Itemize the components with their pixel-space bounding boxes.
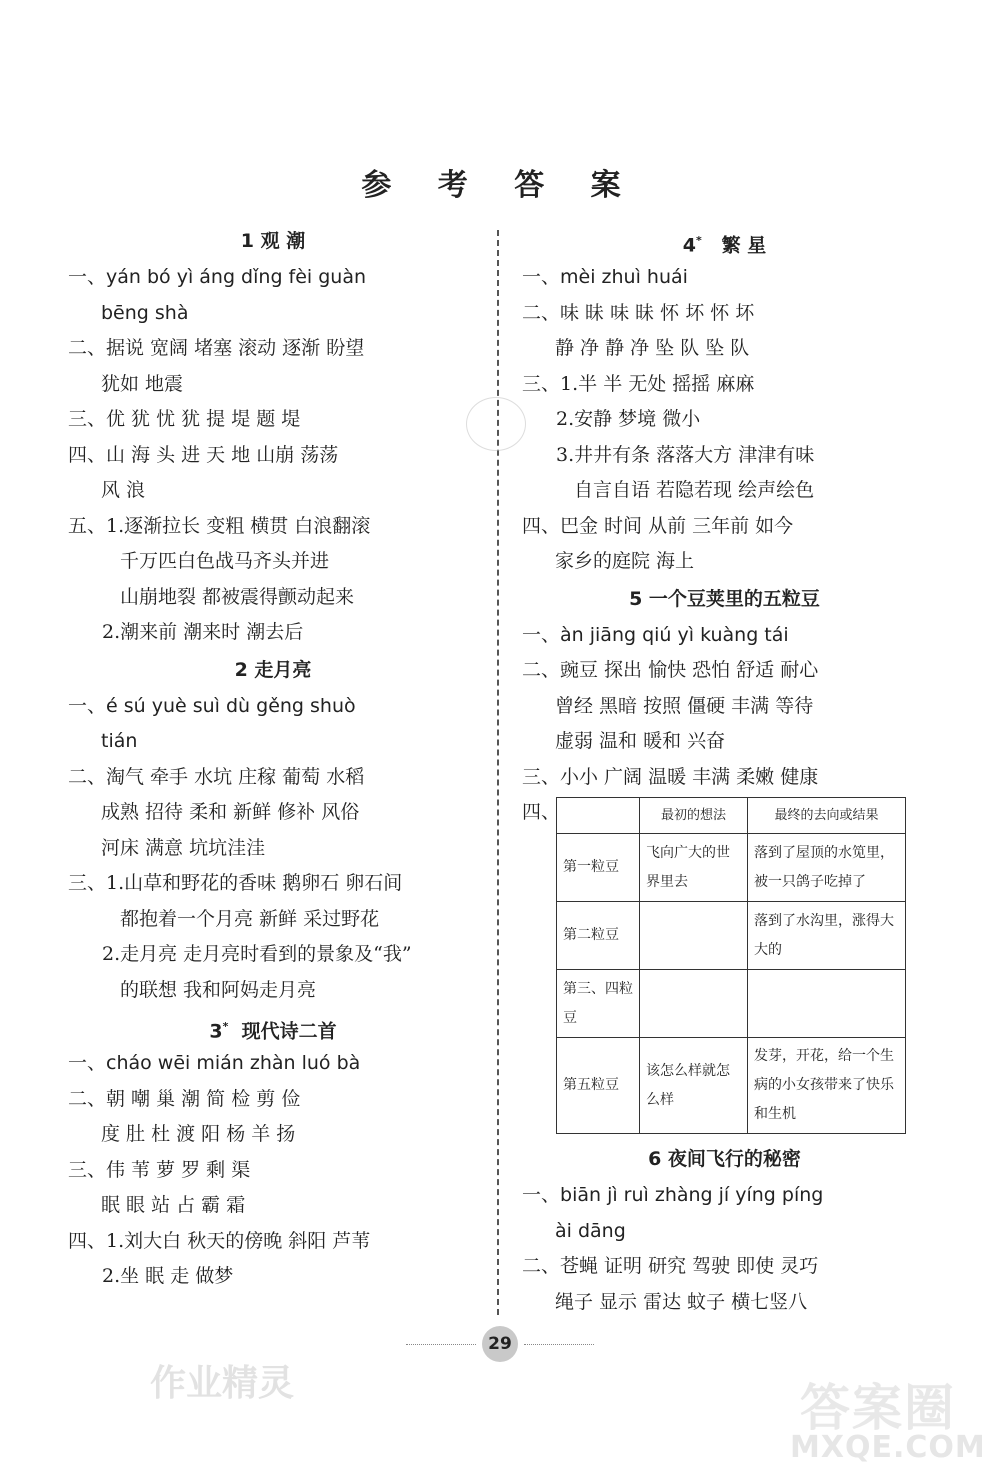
answer-line: 成熟 招待 柔和 新鲜 修补 风俗	[101, 801, 360, 823]
item-marker: 四、	[68, 1229, 107, 1252]
item-marker: 三、	[68, 872, 107, 894]
answer-line: 家乡的庭院 海上	[555, 550, 695, 572]
answer-line: 曾经 黑暗 按照 僵硬 丰满 等待	[555, 694, 814, 717]
item-marker: 三、	[522, 372, 561, 395]
answer-text: 味 昧 味 昧 怀 坏 怀 坏	[560, 301, 755, 324]
item-marker: 三、	[68, 1158, 107, 1181]
section-title-4	[522, 222, 927, 260]
answer-line	[68, 1153, 478, 1189]
answer-line: 风 浪	[101, 479, 146, 501]
answer-line	[522, 1249, 927, 1285]
answer-line	[68, 760, 478, 796]
answer-line	[68, 260, 478, 296]
answer-text: biān jì ruì zhàng jí yíng píng	[560, 1184, 824, 1206]
watermark-site: MXQE.COM	[790, 1430, 986, 1465]
table-cell: 飞向广大的世界里去	[640, 834, 748, 902]
sub-number: 1.	[106, 1229, 125, 1252]
table-header-row	[557, 798, 906, 834]
answer-line	[522, 760, 927, 796]
item-marker: 一、	[68, 266, 107, 288]
answer-text: 山 海 头 进 天 地 山崩 荡荡	[106, 443, 339, 466]
answer-line: tián	[101, 730, 138, 752]
sub-number: 2.	[556, 408, 575, 430]
table-cell: 第二粒豆	[557, 902, 640, 970]
item-marker: 一、	[522, 623, 561, 646]
answer-text: 坐 眠 走 做梦	[120, 1265, 234, 1287]
answer-text: 刘大白 秋天的傍晚 斜阳 芦苇	[124, 1229, 371, 1252]
answer-line: 虚弱 温和 暖和 兴奋	[555, 730, 726, 752]
table-cell: 发芽，开花，给一个生病的小女孩带来了快乐和生机	[748, 1038, 906, 1134]
table-cell	[640, 902, 748, 970]
item-marker: 四、	[522, 514, 561, 537]
answer-text: mèi zhuì huái	[560, 266, 688, 288]
table-row	[557, 970, 906, 1038]
answer-line: 绳子 显示 雷达 蚊子 横七竖八	[555, 1290, 808, 1313]
answer-text: àn jiāng qiú yì kuàng tái	[560, 623, 789, 646]
star-mark: *	[222, 1020, 229, 1033]
sub-number: 1.	[560, 372, 579, 395]
table-cell: 第一粒豆	[557, 834, 640, 902]
item-marker: 一、	[522, 1184, 561, 1206]
answer-text: 小小 广阔 温暖 丰满 柔嫩 健康	[560, 765, 819, 788]
answer-line	[68, 438, 478, 474]
answer-line	[522, 367, 927, 403]
answer-text: 优 犹 忧 犹 提 堤 题 堤	[106, 408, 301, 430]
answer-line	[522, 260, 927, 296]
table-header-empty	[557, 798, 640, 834]
answer-text: 朝 嘲 巢 潮 简 检 剪 俭	[106, 1087, 301, 1110]
answer-line: 的联想 我和阿妈走月亮	[120, 978, 317, 1001]
table-cell: 第五粒豆	[557, 1038, 640, 1134]
answer-line	[68, 937, 478, 973]
table-cell	[748, 970, 906, 1038]
answer-line	[68, 1082, 478, 1118]
item-marker: 五、	[68, 514, 107, 537]
sub-number: 1.	[106, 514, 125, 537]
sub-number: 2.	[102, 621, 121, 643]
page-number: 29	[482, 1326, 518, 1362]
answer-line	[68, 1259, 478, 1295]
table-cell: 第三、四粒豆	[557, 970, 640, 1038]
table-cell: 落到了水沟里，涨得大大的	[748, 902, 906, 970]
item-marker: 二、	[522, 301, 561, 324]
table-row	[557, 902, 906, 970]
column-divider	[497, 230, 499, 1315]
answer-line	[68, 615, 478, 651]
answer-text: é sú yuè suì dù gěng shuò	[106, 694, 356, 717]
answer-text: 淘气 牵手 水坑 庄稼 葡萄 水稻	[106, 765, 365, 788]
star-mark: *	[695, 234, 702, 247]
answer-text: 安静 梦境 微小	[574, 408, 701, 430]
answer-line: 山崩地裂 都被震得颤动起来	[120, 585, 355, 608]
answer-line	[522, 402, 927, 438]
page-title: 参 考 答 案	[361, 168, 639, 203]
answer-line: 河床 满意 坑坑洼洼	[101, 836, 266, 859]
answer-line	[522, 618, 927, 654]
bean-fate-table	[556, 797, 906, 1134]
answer-text: 潮来前 潮来时 潮去后	[120, 621, 304, 643]
answer-line: ài dāng	[555, 1219, 626, 1242]
table-header: 最初的想法	[640, 798, 748, 834]
answer-text: cháo wēi mián zhàn luó bà	[106, 1052, 361, 1074]
answer-line	[522, 438, 927, 474]
table-cell: 落到了屋顶的水笕里，被一只鸽子吃掉了	[748, 834, 906, 902]
section-title-6: 6 夜间飞行的秘密	[648, 1148, 801, 1170]
section-title-1: 1 观 潮	[240, 230, 306, 252]
answer-line	[522, 509, 927, 545]
item-marker: 二、	[68, 1087, 107, 1110]
answer-line	[522, 653, 927, 689]
answer-line	[68, 866, 478, 902]
answer-text: 半 半 无处 摇摇 麻麻	[578, 372, 755, 395]
decorative-wave	[524, 1344, 594, 1345]
table-row	[557, 834, 906, 902]
item-marker: 三、	[522, 765, 561, 788]
table-row	[557, 1038, 906, 1134]
item-marker: 二、	[68, 337, 107, 359]
answer-line: 都抱着一个月亮 新鲜 采过野花	[120, 907, 380, 930]
sub-number: 1.	[106, 872, 125, 894]
item-marker: 二、	[522, 1255, 561, 1277]
answer-line: 犹如 地震	[101, 372, 184, 395]
answer-line	[68, 402, 478, 438]
answer-line: 自言自语 若隐若现 绘声绘色	[574, 479, 815, 501]
answer-text: 山草和野花的香味 鹅卵石 卵石间	[124, 872, 403, 894]
section-name: 现代诗二首	[241, 1020, 337, 1043]
right-column	[522, 222, 927, 1320]
answer-text: 走月亮 走月亮时看到的景象及“我”	[120, 943, 412, 965]
answer-line: 千万匹白色战马齐头并进	[120, 550, 330, 572]
table-cell	[640, 970, 748, 1038]
answer-line: 眠 眼 站 占 霸 霜	[101, 1194, 246, 1216]
item-marker: 三、	[68, 408, 107, 430]
answer-line: 度 肚 杜 渡 阳 杨 羊 扬	[101, 1123, 296, 1145]
section-name: 繁 星	[721, 234, 767, 257]
item-marker: 一、	[68, 1052, 107, 1074]
table-header: 最终的去向或结果	[748, 798, 906, 834]
sub-number: 2.	[102, 943, 121, 965]
answer-text: 豌豆 探出 愉快 恐怕 舒适 耐心	[560, 659, 819, 681]
section-number: 4	[682, 234, 696, 257]
answer-line	[68, 689, 478, 725]
answer-text: 据说 宽阔 堵塞 滚动 逐渐 盼望	[106, 337, 365, 359]
item-marker: 一、	[68, 694, 107, 717]
answer-line: 静 净 静 净 坠 队 坠 队	[555, 337, 750, 359]
answer-text: yán bó yì áng dǐng fèi guàn	[106, 266, 367, 288]
section-title-3	[68, 1008, 478, 1046]
sub-number: 2.	[102, 1265, 121, 1287]
item-marker: 二、	[68, 765, 107, 788]
item-marker: 二、	[522, 659, 561, 681]
section-number: 3	[209, 1020, 223, 1043]
table-cell: 该怎么样就怎么样	[640, 1038, 748, 1134]
answer-table-block	[522, 797, 927, 1134]
answer-text: 巴金 时间 从前 三年前 如今	[560, 514, 794, 537]
sub-number: 3.	[556, 443, 575, 466]
watermark-text: 作业精灵	[150, 1363, 295, 1404]
answer-line	[68, 1046, 478, 1082]
item-marker: 一、	[522, 266, 561, 288]
item-marker: 四、	[68, 443, 107, 466]
answer-line: bēng shà	[101, 301, 189, 324]
answer-text: 苍蝇 证明 研究 驾驶 即使 灵巧	[560, 1255, 819, 1277]
answer-line	[68, 1224, 478, 1260]
item-marker: 四、	[522, 801, 561, 823]
answer-line	[68, 331, 478, 367]
answer-text: 逐渐拉长 变粗 横贯 白浪翻滚	[124, 514, 371, 537]
decorative-wave	[406, 1344, 476, 1345]
section-title-2: 2 走月亮	[234, 658, 312, 681]
left-column	[68, 222, 478, 1295]
answer-text: 伟 苇 萝 罗 剩 渠	[106, 1158, 251, 1181]
answer-line	[522, 1178, 927, 1214]
watermark-logo: 答案圈	[800, 1379, 956, 1437]
section-title-5: 5 一个豆荚里的五粒豆	[629, 587, 820, 610]
answer-line	[522, 296, 927, 332]
answer-text: 井井有条 落落大方 津津有味	[574, 443, 815, 466]
answer-line	[68, 509, 478, 545]
